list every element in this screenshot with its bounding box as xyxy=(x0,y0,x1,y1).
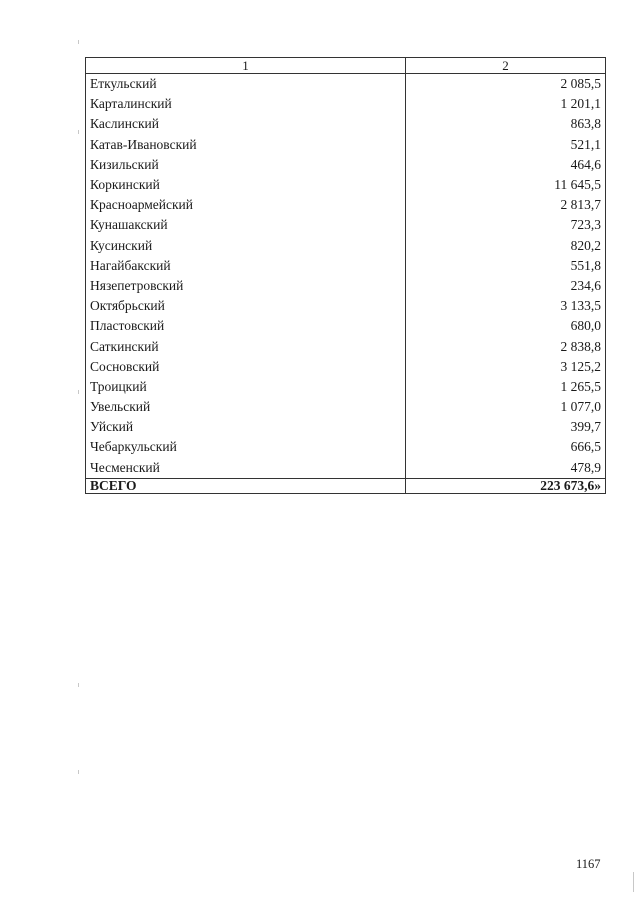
amount-cell: 478,9 xyxy=(406,458,606,479)
table-row xyxy=(86,135,606,155)
amount-cell: 1 201,1 xyxy=(406,94,606,114)
scan-artifact xyxy=(78,683,79,687)
district-name-cell: Пластовский xyxy=(86,316,406,336)
district-name-cell: Каслинский xyxy=(86,114,406,134)
table-row xyxy=(86,296,606,316)
district-name-cell: Нагайбакский xyxy=(86,256,406,276)
table-row xyxy=(86,377,606,397)
data-table xyxy=(85,57,606,494)
district-name-cell: Сосновский xyxy=(86,357,406,377)
total-value: 223 673,6» xyxy=(406,478,606,493)
amount-cell: 3 125,2 xyxy=(406,357,606,377)
total-label: ВСЕГО xyxy=(86,478,406,493)
table-row xyxy=(86,336,606,356)
table-row xyxy=(86,236,606,256)
amount-cell: 3 133,5 xyxy=(406,296,606,316)
table-row xyxy=(86,215,606,235)
amount-cell: 2 813,7 xyxy=(406,195,606,215)
scan-artifact xyxy=(78,770,79,774)
table-row xyxy=(86,458,606,479)
amount-cell: 11 645,5 xyxy=(406,175,606,195)
amount-cell: 666,5 xyxy=(406,437,606,457)
table-row xyxy=(86,94,606,114)
district-name-cell: Красноармейский xyxy=(86,195,406,215)
amount-cell: 680,0 xyxy=(406,316,606,336)
amount-cell: 551,8 xyxy=(406,256,606,276)
table-row xyxy=(86,417,606,437)
amount-cell: 399,7 xyxy=(406,417,606,437)
district-name-cell: Чебаркульский xyxy=(86,437,406,457)
table-row xyxy=(86,276,606,296)
district-name-cell: Троицкий xyxy=(86,377,406,397)
district-name-cell: Уйский xyxy=(86,417,406,437)
district-name-cell: Коркинский xyxy=(86,175,406,195)
scan-artifact xyxy=(78,40,79,44)
district-name-cell: Кусинский xyxy=(86,236,406,256)
scan-artifact xyxy=(633,872,634,892)
district-name-cell: Чесменский xyxy=(86,458,406,479)
district-name-cell: Кунашакский xyxy=(86,215,406,235)
table-row xyxy=(86,74,606,95)
amount-cell: 2 838,8 xyxy=(406,336,606,356)
district-name-cell: Катав-Ивановский xyxy=(86,135,406,155)
amount-cell: 1 265,5 xyxy=(406,377,606,397)
amount-cell: 464,6 xyxy=(406,155,606,175)
amount-cell: 723,3 xyxy=(406,215,606,235)
page-number: 1167 xyxy=(576,857,601,871)
table-row xyxy=(86,114,606,134)
table-header-row xyxy=(86,58,606,74)
table-row xyxy=(86,195,606,215)
scan-artifact xyxy=(78,130,79,134)
column-header-1: 1 xyxy=(86,58,406,74)
scan-artifact xyxy=(78,390,79,394)
table-row xyxy=(86,316,606,336)
district-name-cell: Карталинский xyxy=(86,94,406,114)
table-row xyxy=(86,397,606,417)
amount-cell: 863,8 xyxy=(406,114,606,134)
table-row xyxy=(86,357,606,377)
table-row xyxy=(86,175,606,195)
table-row xyxy=(86,437,606,457)
total-row xyxy=(86,478,606,493)
district-name-cell: Еткульский xyxy=(86,74,406,95)
amount-cell: 521,1 xyxy=(406,135,606,155)
district-name-cell: Саткинский xyxy=(86,336,406,356)
amount-cell: 234,6 xyxy=(406,276,606,296)
amount-cell: 1 077,0 xyxy=(406,397,606,417)
district-name-cell: Кизильский xyxy=(86,155,406,175)
amount-cell: 2 085,5 xyxy=(406,74,606,95)
column-header-2: 2 xyxy=(406,58,606,74)
table-body xyxy=(86,74,606,494)
district-name-cell: Октябрьский xyxy=(86,296,406,316)
table-row xyxy=(86,155,606,175)
district-name-cell: Нязепетровский xyxy=(86,276,406,296)
amount-cell: 820,2 xyxy=(406,236,606,256)
district-name-cell: Увельский xyxy=(86,397,406,417)
table-row xyxy=(86,256,606,276)
